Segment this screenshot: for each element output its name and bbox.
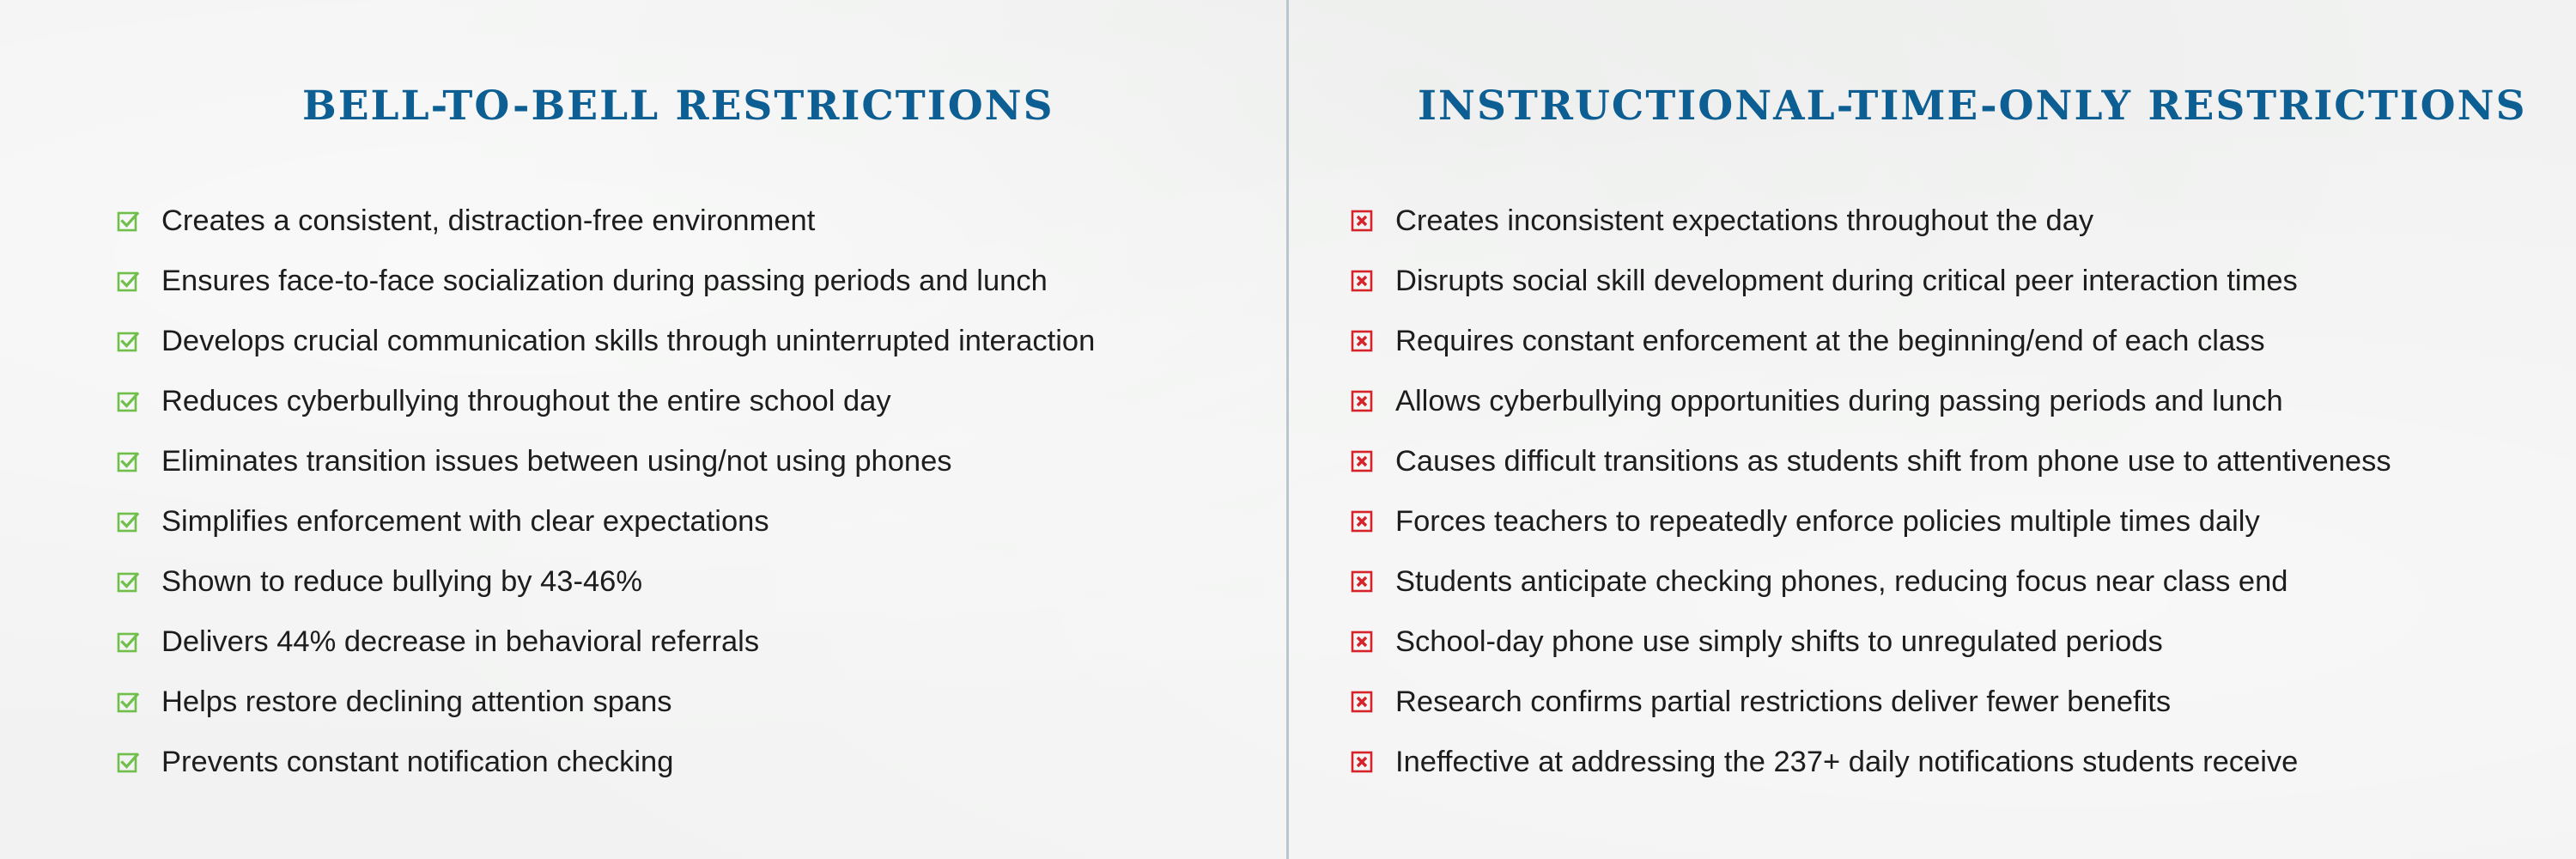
list-item-text: Requires constant enforcement at the beginning/end of each class [1395, 324, 2265, 357]
list-item-text: Develops crucial communication skills through uninterrupted interaction [161, 324, 1096, 357]
checkbox-x-icon [1351, 510, 1373, 533]
checkbox-checked-icon [117, 330, 139, 352]
checkbox-x-icon [1351, 390, 1373, 412]
list-item [1351, 431, 2391, 491]
list-item [117, 612, 1095, 672]
list-item-text: Students anticipate checking phones, reducing focus near class end [1395, 564, 2288, 598]
list-item [1351, 612, 2391, 672]
list-item [1351, 311, 2391, 371]
list-item [117, 191, 1095, 251]
list-item [1351, 251, 2391, 311]
checkbox-x-icon [1351, 631, 1373, 653]
list-item [117, 431, 1095, 491]
list-item [117, 672, 1095, 732]
list-item-text: Allows cyberbullying opportunities during passing periods and lunch [1395, 384, 2283, 417]
checkbox-checked-icon [117, 510, 139, 533]
list-item [1351, 191, 2391, 251]
checkbox-checked-icon [117, 570, 139, 593]
list-item-text: Simplifies enforcement with clear expectations [161, 504, 769, 538]
list-item [1351, 732, 2391, 792]
list-item [1351, 551, 2391, 612]
list-item-text: Ensures face-to-face socialization during passing periods and lunch [161, 264, 1048, 297]
checkbox-x-icon [1351, 330, 1373, 352]
checkbox-checked-icon [117, 691, 139, 713]
list-item-text: Prevents constant notification checking [161, 745, 674, 778]
list-item [1351, 672, 2391, 732]
list-item-text: Delivers 44% decrease in behavioral referrals [161, 624, 760, 658]
list-item-text: Disrupts social skill development during critical peer interaction times [1395, 264, 2298, 297]
list-item [1351, 491, 2391, 551]
bell-to-bell-benefits-list [117, 191, 1095, 792]
list-item-text: Research confirms partial restrictions deliver fewer benefits [1395, 685, 2172, 718]
list-item [117, 551, 1095, 612]
list-item-text: School-day phone use simply shifts to unregulated periods [1395, 624, 2163, 658]
list-item [117, 732, 1095, 792]
list-item [117, 371, 1095, 431]
checkbox-x-icon [1351, 570, 1373, 593]
checkbox-x-icon [1351, 450, 1373, 472]
checkbox-checked-icon [117, 270, 139, 292]
list-item-text: Shown to reduce bullying by 43-46% [161, 564, 643, 598]
checkbox-checked-icon [117, 751, 139, 773]
checkbox-x-icon [1351, 270, 1373, 292]
checkbox-checked-icon [117, 210, 139, 232]
checkbox-x-icon [1351, 751, 1373, 773]
list-item-text: Eliminates transition issues between using/not using phones [161, 444, 952, 478]
list-item-text: Forces teachers to repeatedly enforce policies multiple times daily [1395, 504, 2260, 538]
checkbox-x-icon [1351, 210, 1373, 232]
list-item-text: Creates inconsistent expectations throughout the day [1395, 204, 2094, 237]
checkbox-checked-icon [117, 450, 139, 472]
checkbox-x-icon [1351, 691, 1373, 713]
list-item [117, 251, 1095, 311]
bell-to-bell-column [0, 0, 1286, 859]
checkbox-checked-icon [117, 390, 139, 412]
instructional-time-drawbacks-list [1351, 191, 2391, 792]
list-item-text: Ineffective at addressing the 237+ daily notifications students receive [1395, 745, 2299, 778]
list-item [1351, 371, 2391, 431]
bell-to-bell-heading: BELL-TO-BELL RESTRICTIONS [302, 82, 1054, 130]
list-item [117, 491, 1095, 551]
instructional-time-column [1289, 0, 2576, 859]
list-item-text: Creates a consistent, distraction-free environment [161, 204, 816, 237]
list-item-text: Reduces cyberbullying throughout the entire school day [161, 384, 891, 417]
instructional-time-heading: INSTRUCTIONAL-TIME-ONLY RESTRICTIONS [1418, 82, 2527, 130]
list-item-text: Helps restore declining attention spans [161, 685, 672, 718]
list-item-text: Causes difficult transitions as students shift from phone use to attentiveness [1395, 444, 2391, 478]
list-item [117, 311, 1095, 371]
checkbox-checked-icon [117, 631, 139, 653]
